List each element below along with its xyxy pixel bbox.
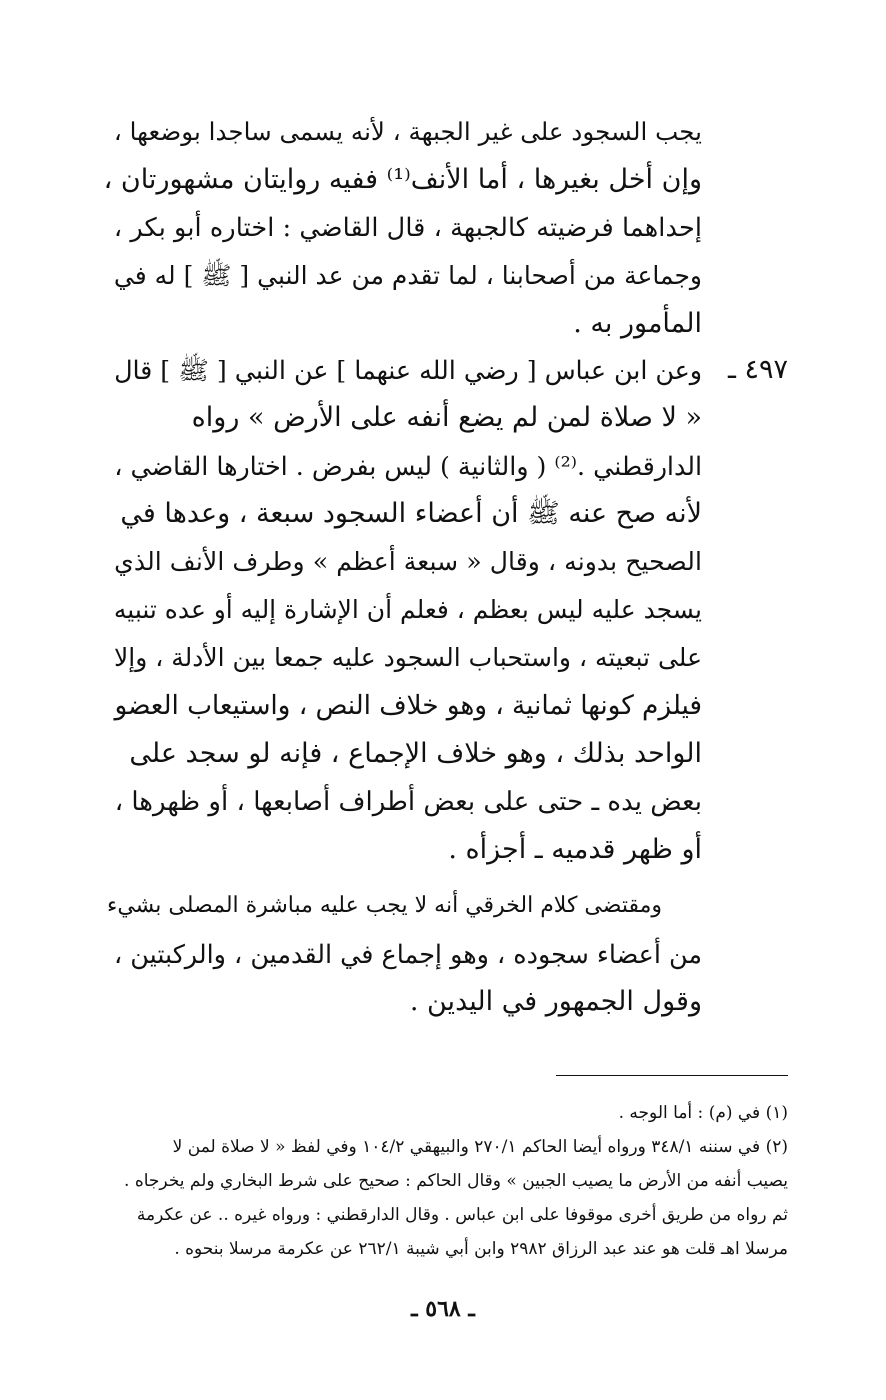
page-number: ـ ٥٦٨ ـ [411,1296,475,1322]
text-line: وجماعة من أصحابنا ، لما تقدم من عد النبي [ ﷺ ] له في [113,261,702,290]
text-line: من أعضاء سجوده ، وهو إجماع في القدمين ، والركبتين ، [114,939,702,969]
footnote-line: (١) في (م) : أما الوجه . [618,1103,788,1123]
footnote-line: (٢) في سننه ٣٤٨/١ ورواه أيضا الحاكم ٢٧٠/١ والبيهقي ١٠٤/٢ وفي لفظ « لا صلاة لمن لا [172,1137,788,1157]
text-line: وعن ابن عباس [ رضي الله عنهما ] عن النبي [ ﷺ ] قال [114,355,702,385]
footnotes [98,1096,788,1266]
text-line: وقول الجمهور في اليدين . [409,986,702,1017]
text-line: الواحد بذلك ، وهو خلاف الإجماع ، فإنه لو سجد على [129,738,702,769]
text-line: المأمور به . [573,308,702,339]
text-line: وإن أخل بغيرها ، أما الأنف⁽¹⁾ ففيه روايتان مشهورتان ، [103,164,702,195]
paragraph-2 [102,346,702,874]
hadith-number: ٤٩٧ ـ [727,354,788,385]
text-line: يجب السجود على غير الجبهة ، لأنه يسمى ساجدا بوضعها ، [113,117,702,146]
footnote-line: ثم رواه من طريق أخرى موقوفا على ابن عباس . وقال الدارقطني : ورواه غيره .. عن عكرمة [136,1205,788,1225]
text-line: على تبعيته ، واستحباب السجود عليه جمعا بين الأدلة ، وإلا [114,643,702,672]
text-line: « لا صلاة لمن لم يضع أنفه على الأرض » رواه [191,402,702,433]
text-line: فيلزم كونها ثمانية ، وهو خلاف النص ، واستيعاب العضو [114,691,702,721]
text-line: يسجد عليه ليس بعظم ، فعلم أن الإشارة إليه أو عده تنبيه [113,595,702,624]
text-line: الصحيح بدونه ، وقال « سبعة أعظم » وطرف الأنف الذي [114,547,702,576]
paragraph-1 [102,108,702,348]
text-line: الدارقطني .⁽²⁾ ( والثانية ) ليس بفرض . اختارها القاضي ، [114,451,702,481]
text-line: بعض يده ـ حتى على بعض أطراف أصابعها ، أو ظهرها ، [114,787,702,817]
footnote-line: يصيب أنفه من الأرض ما يصيب الجبين » وقال الحاكم : صحيح على شرط البخاري ولم يخرجاه . [124,1171,788,1191]
text-line: ومقتضى كلام الخرقي أنه لا يجب عليه مباشرة المصلى بشيء [107,893,662,918]
text-line: إحداهما فرضيته كالجبهة ، قال القاضي : اختاره أبو بكر ، [113,213,702,243]
text-line: لأنه صح عنه ﷺ أن أعضاء السجود سبعة ، وعدها في [120,498,702,529]
footnote-separator [556,1075,788,1076]
footnote-line: مرسلا اهـ قلت هو عند عبد الرزاق ٢٩٨٢ وابن أبي شيبة ٢٦٢/١ عن عكرمة مرسلا بنحوه . [174,1239,788,1259]
paragraph-3 [102,882,702,1026]
text-line: أو ظهر قدميه ـ أجزأه . [448,834,702,865]
